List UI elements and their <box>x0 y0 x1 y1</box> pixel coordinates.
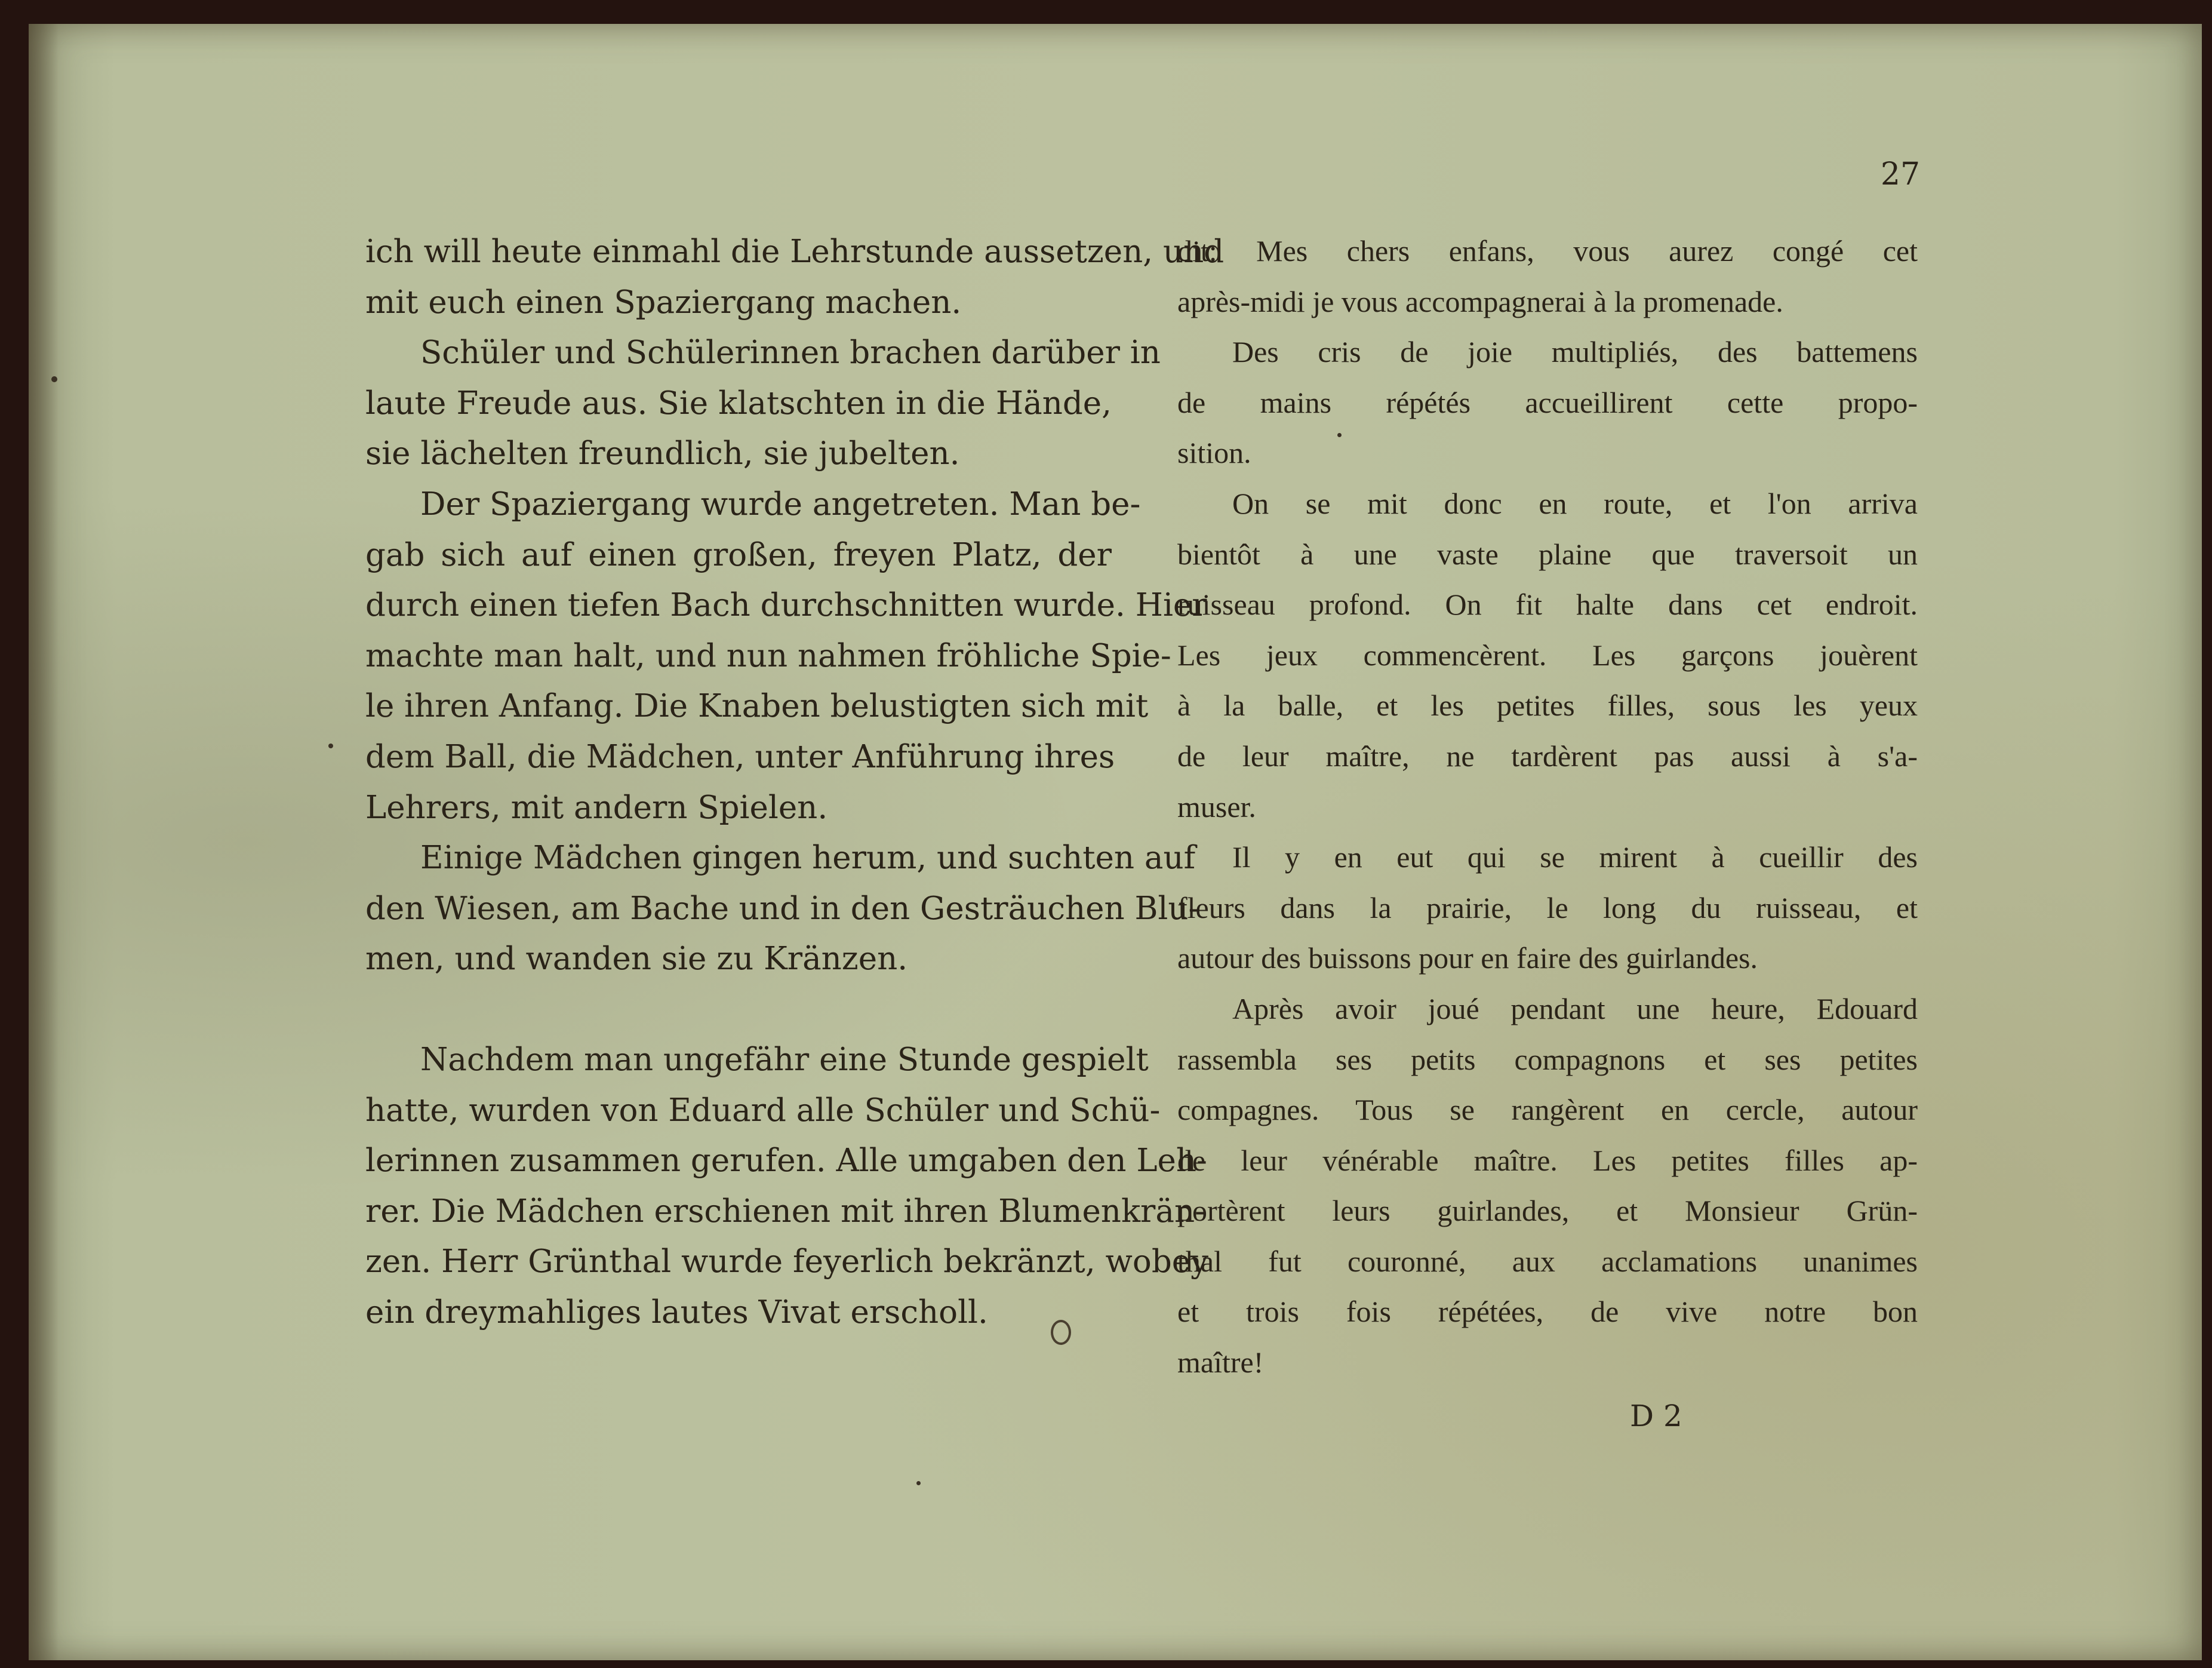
french-text-line: après-midi je vous accompagnerai à la promenade. <box>1177 284 1783 318</box>
german-text-line: le ihren Anfang. Die Knaben belustigten sich mit <box>365 688 1149 725</box>
german-text-line: ein dreymahliges lautes Vivat erscholl. <box>365 1294 988 1331</box>
german-text-line: men, und wanden sie zu Kränzen. <box>365 941 908 978</box>
paper-speck <box>51 376 57 382</box>
french-column <box>1177 226 1918 1388</box>
german-text-line: dem Ball, die Mädchen, unter Anführung ihres <box>365 738 1115 775</box>
german-paragraph <box>365 227 1225 328</box>
french-paragraph <box>1177 832 1918 984</box>
french-text-line: compagnes. Tous se rangèrent en cercle, autour <box>1177 1093 1918 1127</box>
french-text-line: de leur vénérable maître. Les petites filles ap- <box>1177 1143 1918 1177</box>
paper-speck <box>1337 433 1342 437</box>
german-text-line: hatte, wurden von Eduard alle Schüler und Schü- <box>365 1092 1161 1129</box>
french-paragraph <box>1177 226 1918 327</box>
french-text-line: Des cris de joie multipliés, des battemens <box>1232 335 1918 369</box>
german-text-line: machte man halt, und nun nahmen fröhliche Spie- <box>365 637 1171 674</box>
paper-speck <box>916 1481 921 1485</box>
ink-ring-mark <box>1051 1320 1071 1345</box>
french-text-line: autour des buissons pour en faire des guirlandes. <box>1177 941 1758 975</box>
french-text-line: ruisseau profond. On fit halte dans cet endroit. <box>1177 588 1918 622</box>
french-text-line: On se mit donc en route, et l'on arriva <box>1232 486 1918 520</box>
french-text-line: portèrent leurs guirlandes, et Monsieur Grün- <box>1177 1194 1918 1228</box>
german-text-line: rer. Die Mädchen erschienen mit ihren Blumenkrän- <box>365 1193 1206 1230</box>
french-text-line: de mains répétés accueillirent cette propo- <box>1177 385 1918 419</box>
german-text-line: Der Spaziergang wurde angetreten. Man be- <box>420 486 1141 523</box>
german-paragraph <box>365 833 1199 985</box>
german-paragraph <box>365 1035 1209 1338</box>
german-paragraph <box>365 328 1161 480</box>
german-text-line: Lehrers, mit andern Spielen. <box>365 789 828 826</box>
german-text-line: Einige Mädchen gingen herum, und suchten auf <box>420 840 1196 877</box>
french-text-line: sition. <box>1177 436 1251 470</box>
french-text-line: Il y en eut qui se mirent à cueillir des <box>1232 840 1918 874</box>
german-text-line: Schüler und Schülerinnen brachen darüber in <box>420 334 1161 371</box>
german-text-line: mit euch einen Spaziergang machen. <box>365 284 962 321</box>
german-text-line: den Wiesen, am Bache und in den Gesträuchen Blu- <box>365 890 1199 927</box>
french-text-line: et trois fois répétées, de vive notre bon <box>1177 1295 1918 1329</box>
french-text-line: muser. <box>1177 790 1256 824</box>
spine-shadow <box>29 24 59 1660</box>
german-text-line: gab sich auf einen großen, freyen Platz, der <box>365 536 1112 573</box>
french-paragraph <box>1177 984 1918 1388</box>
french-paragraph <box>1177 327 1918 478</box>
french-text-line: de leur maître, ne tardèrent pas aussi à s'a- <box>1177 739 1918 773</box>
german-text-line: Nachdem man ungefähr eine Stunde gespielt <box>420 1041 1149 1078</box>
german-text-line: zen. Herr Grünthal wurde feyerlich bekränzt, wobey <box>365 1243 1209 1280</box>
signature-mark: D 2 <box>1630 1399 1682 1433</box>
french-text-line: maître! <box>1177 1346 1264 1380</box>
french-text-line: rassembla ses petits compagnons et ses petites <box>1177 1042 1918 1076</box>
german-text-line: durch einen tiefen Bach durchschnitten wurde. Hier <box>365 587 1207 624</box>
paragraph-gap <box>365 985 1112 1035</box>
german-text-line: laute Freude aus. Sie klatschten in die Hände, <box>365 385 1112 422</box>
german-text-line: lerinnen zusammen gerufen. Alle umgaben den Leh- <box>365 1142 1207 1179</box>
german-text-line: ich will heute einmahl die Lehrstunde aussetzen, und <box>365 234 1225 270</box>
german-paragraph <box>365 480 1207 833</box>
french-text-line: Les jeux commencèrent. Les garçons jouèrent <box>1177 638 1918 672</box>
german-text-line: sie lächelten freundlich, sie jubelten. <box>365 435 960 472</box>
french-paragraph <box>1177 478 1918 832</box>
french-text-line: thal fut couronné, aux acclamations unanimes <box>1177 1244 1918 1278</box>
french-text-line: Après avoir joué pendant une heure, Edouard <box>1232 991 1918 1025</box>
french-text-line: dit: Mes chers enfans, vous aurez congé cet <box>1177 234 1918 268</box>
page-number: 27 <box>1880 156 1921 192</box>
french-text-line: bientôt à une vaste plaine que traversoit un <box>1177 537 1918 571</box>
paper-speck <box>328 744 333 748</box>
french-text-line: à la balle, et les petites filles, sous les yeux <box>1177 689 1918 723</box>
french-text-line: fleurs dans la prairie, le long du ruisseau, et <box>1177 890 1918 924</box>
